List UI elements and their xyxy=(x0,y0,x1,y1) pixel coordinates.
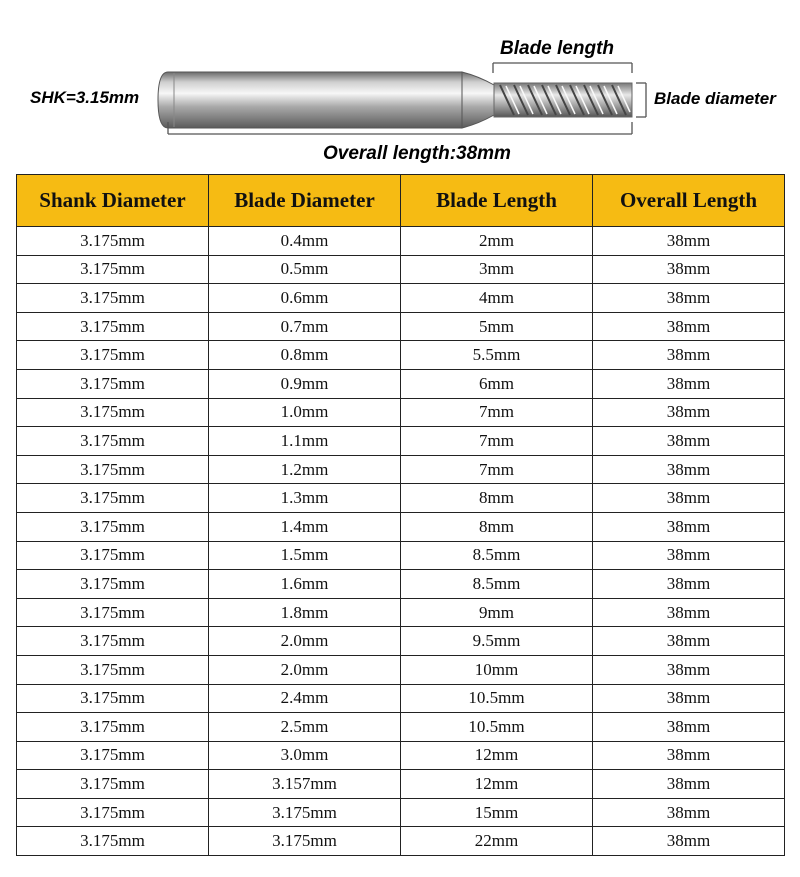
table-row xyxy=(17,541,785,570)
cell-blade-length: 12mm xyxy=(401,741,593,770)
cell-shank-diameter: 3.175mm xyxy=(17,455,209,484)
cell-overall-length: 38mm xyxy=(593,455,785,484)
cell-blade-diameter: 0.7mm xyxy=(209,312,401,341)
cell-blade-diameter: 1.1mm xyxy=(209,427,401,456)
header-overall-length: Overall Length xyxy=(593,175,785,227)
cell-overall-length: 38mm xyxy=(593,655,785,684)
table-row xyxy=(17,798,785,827)
table-row xyxy=(17,684,785,713)
cell-blade-diameter: 0.5mm xyxy=(209,255,401,284)
table-row xyxy=(17,427,785,456)
table-row xyxy=(17,770,785,799)
cell-overall-length: 38mm xyxy=(593,398,785,427)
cell-shank-diameter: 3.175mm xyxy=(17,427,209,456)
cell-overall-length: 38mm xyxy=(593,684,785,713)
cell-blade-length: 15mm xyxy=(401,798,593,827)
cell-overall-length: 38mm xyxy=(593,512,785,541)
cell-shank-diameter: 3.175mm xyxy=(17,770,209,799)
header-shank-diameter: Shank Diameter xyxy=(17,175,209,227)
cell-blade-length: 8.5mm xyxy=(401,570,593,599)
cell-shank-diameter: 3.175mm xyxy=(17,655,209,684)
cell-shank-diameter: 3.175mm xyxy=(17,713,209,742)
cell-blade-diameter: 2.0mm xyxy=(209,627,401,656)
cell-shank-diameter: 3.175mm xyxy=(17,741,209,770)
cell-blade-length: 22mm xyxy=(401,827,593,856)
table-row xyxy=(17,398,785,427)
table-row xyxy=(17,341,785,370)
blade-diameter-label: Blade diameter xyxy=(654,89,776,108)
table-row xyxy=(17,484,785,513)
cell-shank-diameter: 3.175mm xyxy=(17,398,209,427)
cell-blade-length: 7mm xyxy=(401,427,593,456)
cell-shank-diameter: 3.175mm xyxy=(17,798,209,827)
cell-overall-length: 38mm xyxy=(593,713,785,742)
cell-blade-diameter: 3.157mm xyxy=(209,770,401,799)
cell-blade-length: 5mm xyxy=(401,312,593,341)
spec-table xyxy=(16,174,785,856)
cell-shank-diameter: 3.175mm xyxy=(17,570,209,599)
table-row xyxy=(17,827,785,856)
cell-blade-length: 7mm xyxy=(401,398,593,427)
cell-shank-diameter: 3.175mm xyxy=(17,227,209,256)
overall-length-label: Overall length:38mm xyxy=(323,143,511,164)
cell-blade-diameter: 1.2mm xyxy=(209,455,401,484)
cell-blade-length: 9.5mm xyxy=(401,627,593,656)
table-row xyxy=(17,713,785,742)
blade-length-bracket xyxy=(493,63,632,73)
cell-blade-length: 8mm xyxy=(401,484,593,513)
cell-overall-length: 38mm xyxy=(593,284,785,313)
cell-blade-diameter: 3.0mm xyxy=(209,741,401,770)
cell-blade-diameter: 1.5mm xyxy=(209,541,401,570)
cell-overall-length: 38mm xyxy=(593,570,785,599)
cell-blade-length: 7mm xyxy=(401,455,593,484)
cell-overall-length: 38mm xyxy=(593,827,785,856)
cell-blade-length: 10.5mm xyxy=(401,684,593,713)
shank-diameter-label: SHK=3.15mm xyxy=(30,88,140,107)
table-row xyxy=(17,741,785,770)
cell-blade-diameter: 0.4mm xyxy=(209,227,401,256)
cell-shank-diameter: 3.175mm xyxy=(17,255,209,284)
cell-blade-diameter: 2.4mm xyxy=(209,684,401,713)
cell-blade-diameter: 1.3mm xyxy=(209,484,401,513)
cell-shank-diameter: 3.175mm xyxy=(17,312,209,341)
cell-overall-length: 38mm xyxy=(593,541,785,570)
cell-blade-length: 12mm xyxy=(401,770,593,799)
cell-shank-diameter: 3.175mm xyxy=(17,369,209,398)
table-row xyxy=(17,227,785,256)
cell-overall-length: 38mm xyxy=(593,227,785,256)
cell-blade-diameter: 1.8mm xyxy=(209,598,401,627)
table-row xyxy=(17,570,785,599)
tool-diagram xyxy=(0,0,800,170)
table-row xyxy=(17,627,785,656)
table-row xyxy=(17,369,785,398)
cell-overall-length: 38mm xyxy=(593,312,785,341)
cell-blade-diameter: 2.0mm xyxy=(209,655,401,684)
cell-blade-length: 5.5mm xyxy=(401,341,593,370)
cell-blade-diameter: 0.9mm xyxy=(209,369,401,398)
cell-blade-length: 4mm xyxy=(401,284,593,313)
cell-blade-length: 8.5mm xyxy=(401,541,593,570)
cell-overall-length: 38mm xyxy=(593,627,785,656)
cell-blade-diameter: 0.6mm xyxy=(209,284,401,313)
cell-blade-diameter: 0.8mm xyxy=(209,341,401,370)
cell-shank-diameter: 3.175mm xyxy=(17,627,209,656)
table-row xyxy=(17,255,785,284)
blade-length-label: Blade length xyxy=(500,38,615,59)
cell-blade-diameter: 1.0mm xyxy=(209,398,401,427)
cell-overall-length: 38mm xyxy=(593,770,785,799)
table-row xyxy=(17,312,785,341)
cell-blade-diameter: 3.175mm xyxy=(209,827,401,856)
header-blade-length: Blade Length xyxy=(401,175,593,227)
cell-blade-diameter: 1.6mm xyxy=(209,570,401,599)
cell-blade-length: 8mm xyxy=(401,512,593,541)
table-row xyxy=(17,598,785,627)
cell-overall-length: 38mm xyxy=(593,255,785,284)
cell-shank-diameter: 3.175mm xyxy=(17,541,209,570)
cell-blade-diameter: 2.5mm xyxy=(209,713,401,742)
cell-blade-diameter: 1.4mm xyxy=(209,512,401,541)
cell-overall-length: 38mm xyxy=(593,341,785,370)
cell-blade-length: 3mm xyxy=(401,255,593,284)
cell-shank-diameter: 3.175mm xyxy=(17,284,209,313)
cell-blade-diameter: 3.175mm xyxy=(209,798,401,827)
cell-overall-length: 38mm xyxy=(593,484,785,513)
table-header-row xyxy=(17,175,785,227)
cell-shank-diameter: 3.175mm xyxy=(17,598,209,627)
cell-overall-length: 38mm xyxy=(593,369,785,398)
cell-blade-length: 10mm xyxy=(401,655,593,684)
header-blade-diameter: Blade Diameter xyxy=(209,175,401,227)
table-row xyxy=(17,512,785,541)
cell-overall-length: 38mm xyxy=(593,427,785,456)
cell-shank-diameter: 3.175mm xyxy=(17,827,209,856)
table-row xyxy=(17,655,785,684)
fluted-blade xyxy=(494,83,632,117)
table-row xyxy=(17,455,785,484)
cell-shank-diameter: 3.175mm xyxy=(17,512,209,541)
cell-shank-diameter: 3.175mm xyxy=(17,341,209,370)
table-row xyxy=(17,284,785,313)
shank xyxy=(158,72,494,128)
cell-shank-diameter: 3.175mm xyxy=(17,684,209,713)
cell-shank-diameter: 3.175mm xyxy=(17,484,209,513)
cell-blade-length: 6mm xyxy=(401,369,593,398)
blade-diameter-bracket xyxy=(636,83,646,117)
cell-blade-length: 2mm xyxy=(401,227,593,256)
cell-overall-length: 38mm xyxy=(593,741,785,770)
cell-overall-length: 38mm xyxy=(593,798,785,827)
cell-blade-length: 9mm xyxy=(401,598,593,627)
cell-overall-length: 38mm xyxy=(593,598,785,627)
cell-blade-length: 10.5mm xyxy=(401,713,593,742)
